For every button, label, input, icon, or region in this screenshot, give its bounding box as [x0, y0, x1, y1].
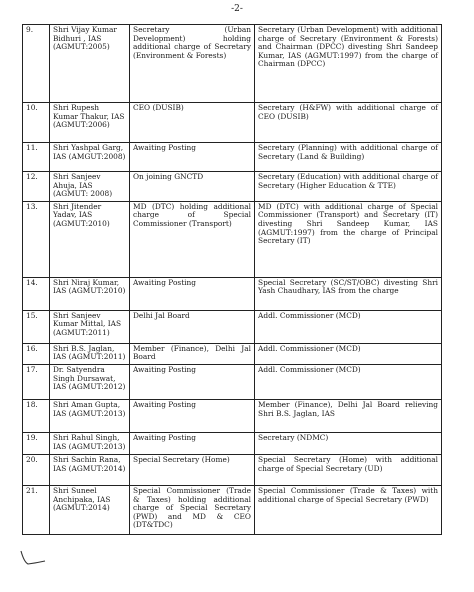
officer-name-cell: Shri Rupesh Kumar Thakur, IAS (AGMUT:2006) [50, 103, 130, 143]
table-row [23, 143, 442, 172]
present-posting-cell: Awaiting Posting [130, 399, 255, 432]
officer-name-cell: Shri Sanjeev Ahuja, IAS (AGMUT: 2008) [50, 172, 130, 202]
serial-number-cell: 10. [23, 103, 50, 143]
present-posting-cell: On joining GNCTD [130, 172, 255, 202]
table-row [23, 485, 442, 534]
new-posting-cell: Secretary (H&FW) with additional charge of CEO (DUSIB) [255, 103, 442, 143]
present-posting-cell: Delhi Jal Board [130, 310, 255, 343]
officer-name-cell: Shri Jitender Yadav, IAS (AGMUT:2010) [50, 201, 130, 277]
table-row [23, 364, 442, 399]
present-posting-cell: Awaiting Posting [130, 432, 255, 454]
officer-name-cell: Shri B.S. Jaglan, IAS (AGMUT:2011) [50, 343, 130, 364]
officer-name-cell: Shri Sanjeev Kumar Mittal, IAS (AGMUT:2011) [50, 310, 130, 343]
table-row [23, 310, 442, 343]
new-posting-cell: Secretary (Planning) with additional charge of Secretary (Land & Building) [255, 143, 442, 172]
serial-number-cell: 16. [23, 343, 50, 364]
present-posting-cell: Awaiting Posting [130, 364, 255, 399]
present-posting-cell: Member (Finance), Delhi Jal Board [130, 343, 255, 364]
officer-name-cell: Shri Rahul Singh, IAS (AGMUT:2013) [50, 432, 130, 454]
new-posting-cell: Addl. Commissioner (MCD) [255, 310, 442, 343]
new-posting-cell: Addl. Commissioner (MCD) [255, 364, 442, 399]
officer-name-cell: Dr. Satyendra Singh Dursawat, IAS (AGMUT:2012) [50, 364, 130, 399]
handwritten-mark [18, 548, 48, 568]
new-posting-cell: Member (Finance), Delhi Jal Board relieving Shri B.S. Jaglan, IAS [255, 399, 442, 432]
present-posting-cell: Awaiting Posting [130, 143, 255, 172]
new-posting-cell: Addl. Commissioner (MCD) [255, 343, 442, 364]
present-posting-cell: CEO (DUSIB) [130, 103, 255, 143]
officer-name-cell: Shri Suneel Anchipaka, IAS (AGMUT:2014) [50, 485, 130, 534]
table-row [23, 343, 442, 364]
serial-number-cell: 11. [23, 143, 50, 172]
serial-number-cell: 20. [23, 454, 50, 485]
serial-number-cell: 15. [23, 310, 50, 343]
serial-number-cell: 18. [23, 399, 50, 432]
table-row [23, 399, 442, 432]
table-body [23, 25, 442, 535]
present-posting-cell: Awaiting Posting [130, 277, 255, 310]
table-row [23, 172, 442, 202]
table-row [23, 103, 442, 143]
new-posting-cell: Special Secretary (SC/ST/OBC) divesting Shri Yash Chaudhary, IAS from the charge [255, 277, 442, 310]
new-posting-cell: Special Secretary (Home) with additional charge of Special Secretary (UD) [255, 454, 442, 485]
new-posting-cell: Secretary (Urban Development) with additional charge of Secretary (Environment & Forests) and Chairman (DPCC) divesting Shri Sandeep Kumar, IAS (AGMUT:1997) from the charge of Chairman (DPCC) [255, 25, 442, 103]
table-row [23, 201, 442, 277]
officer-name-cell: Shri Aman Gupta, IAS (AGMUT:2013) [50, 399, 130, 432]
present-posting-cell: Special Commissioner (Trade & Taxes) holding additional charge of Special Secretary (PWD) and MD & CEO (DT&TDC) [130, 485, 255, 534]
serial-number-cell: 19. [23, 432, 50, 454]
table-row [23, 454, 442, 485]
page-number: -2- [231, 4, 243, 14]
serial-number-cell: 9. [23, 25, 50, 103]
serial-number-cell: 17. [23, 364, 50, 399]
officer-name-cell: Shri Yashpal Garg, IAS (AMGUT:2008) [50, 143, 130, 172]
serial-number-cell: 12. [23, 172, 50, 202]
officer-name-cell: Shri Vijay Kumar Bidhuri , IAS (AGMUT:2005) [50, 25, 130, 103]
officer-name-cell: Shri Niraj Kumar, IAS (AGMUT:2010) [50, 277, 130, 310]
serial-number-cell: 13. [23, 201, 50, 277]
new-posting-cell: Secretary (NDMC) [255, 432, 442, 454]
present-posting-cell: Special Secretary (Home) [130, 454, 255, 485]
present-posting-cell: Secretary (Urban Development) holding additional charge of Secretary (Environment & Forests) [130, 25, 255, 103]
serial-number-cell: 14. [23, 277, 50, 310]
table-row [23, 25, 442, 103]
officer-name-cell: Shri Sachin Rana, IAS (AGMUT:2014) [50, 454, 130, 485]
new-posting-cell: MD (DTC) with additional charge of Special Commissioner (Transport) and Secretary (IT) divesting Shri Sandeep Kumar, IAS (AGMUT:1997) from the charge of Principal Secretary (IT) [255, 201, 442, 277]
table-row [23, 277, 442, 310]
new-posting-cell: Secretary (Education) with additional charge of Secretary (Higher Education & TTE) [255, 172, 442, 202]
posting-orders-table [22, 24, 442, 535]
new-posting-cell: Special Commissioner (Trade & Taxes) with additional charge of Special Secretary (PWD) [255, 485, 442, 534]
table-row [23, 432, 442, 454]
serial-number-cell: 21. [23, 485, 50, 534]
present-posting-cell: MD (DTC) holding additional charge of Special Commissioner (Transport) [130, 201, 255, 277]
